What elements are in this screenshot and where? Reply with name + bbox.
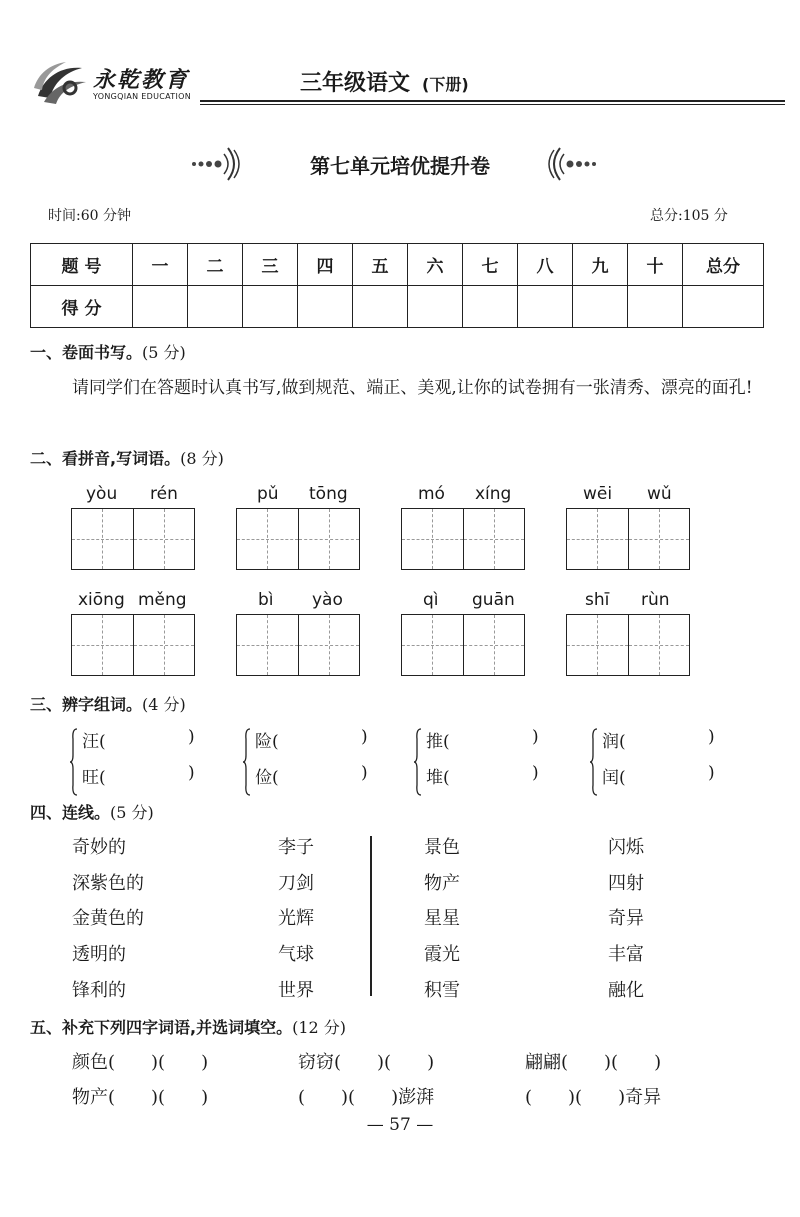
score-table-cell: 题 号 xyxy=(31,244,133,286)
writing-cell[interactable] xyxy=(134,615,195,675)
ornament-right-icon xyxy=(540,144,600,188)
paren-close: ) xyxy=(188,727,195,747)
writing-grid[interactable] xyxy=(401,614,525,676)
char-word-blank[interactable]: 闰( xyxy=(602,768,626,788)
match-item[interactable]: 融化 xyxy=(608,980,644,1001)
score-input-cell[interactable] xyxy=(188,286,243,328)
section-5-title xyxy=(30,1015,346,1038)
section-3-heading: 三、辨字组词。 xyxy=(30,695,143,714)
char-word-blank[interactable]: 推( xyxy=(426,732,450,752)
char-word-blank[interactable]: 汪( xyxy=(82,732,106,752)
writing-cell[interactable] xyxy=(72,615,134,675)
char-pair-group xyxy=(70,727,230,797)
pinyin-label: tōng xyxy=(309,484,348,504)
score-table-cell: 七 xyxy=(463,244,518,286)
score-input-cell[interactable] xyxy=(243,286,298,328)
pinyin-label: rén xyxy=(150,484,178,504)
score-table-cell: 总分 xyxy=(683,244,764,286)
match-item[interactable]: 霞光 xyxy=(424,944,460,965)
writing-cell[interactable] xyxy=(237,509,299,569)
score-input-cell[interactable] xyxy=(353,286,408,328)
writing-grid[interactable] xyxy=(401,508,525,570)
writing-cell[interactable] xyxy=(464,615,525,675)
paper-title: 第七单元培优提升卷 xyxy=(310,154,490,178)
match-item[interactable]: 四射 xyxy=(608,873,644,894)
writing-cell[interactable] xyxy=(567,509,629,569)
score-table-cell: 四 xyxy=(298,244,353,286)
match-item[interactable]: 物产 xyxy=(424,873,460,894)
header-rule xyxy=(200,100,785,102)
subject-title xyxy=(300,66,469,97)
pinyin-label: xiōng xyxy=(78,590,125,610)
writing-grid[interactable] xyxy=(71,614,195,676)
idiom-blank[interactable]: ( )( )奇异 xyxy=(525,1087,662,1108)
section-2-heading: 二、看拼音,写词语。 xyxy=(30,449,181,468)
brace-icon xyxy=(590,727,598,797)
pinyin-label: qì xyxy=(423,590,439,610)
pinyin-label: wēi xyxy=(583,484,613,504)
brand-logo xyxy=(30,58,90,108)
brace-icon xyxy=(243,727,251,797)
writing-cell[interactable] xyxy=(237,615,299,675)
score-input-cell[interactable] xyxy=(408,286,463,328)
pinyin-label: měng xyxy=(138,590,187,610)
pinyin-label: bì xyxy=(258,590,274,610)
writing-grid[interactable] xyxy=(566,508,690,570)
score-table-cell: 三 xyxy=(243,244,298,286)
match-item[interactable]: 星星 xyxy=(424,908,460,929)
score-input-cell[interactable] xyxy=(683,286,764,328)
paren-close: ) xyxy=(532,727,539,747)
score-row-label: 得 分 xyxy=(31,286,133,328)
score-table-cell: 十 xyxy=(628,244,683,286)
paren-close: ) xyxy=(532,763,539,783)
writing-cell[interactable] xyxy=(299,509,360,569)
section-1-instructions: 请同学们在答题时认真书写,做到规范、端正、美观,让你的试卷拥有一张清秀、漂亮的面孔! xyxy=(72,378,753,398)
time-limit: 时间:60 分钟 xyxy=(48,208,131,224)
brace-icon xyxy=(70,727,78,797)
idiom-blank[interactable]: ( )( )澎湃 xyxy=(298,1087,435,1108)
pinyin-label: yòu xyxy=(86,484,118,504)
paren-close: ) xyxy=(361,763,368,783)
section-4-heading: 四、连线。 xyxy=(30,803,111,822)
pinyin-label: wǔ xyxy=(647,484,672,504)
pinyin-label: shī xyxy=(585,590,610,610)
match-item[interactable]: 锋利的 xyxy=(72,980,126,1001)
score-table-cell: 二 xyxy=(188,244,243,286)
writing-grid[interactable] xyxy=(236,508,360,570)
score-input-cell[interactable] xyxy=(518,286,573,328)
score-table xyxy=(30,243,764,328)
match-item[interactable]: 丰富 xyxy=(608,944,644,965)
pinyin-label: mó xyxy=(418,484,445,504)
idiom-blank[interactable]: 颜色( )( ) xyxy=(72,1052,209,1073)
paren-close: ) xyxy=(708,763,715,783)
total-score: 总分:105 分 xyxy=(650,208,728,224)
char-pair-group xyxy=(414,727,574,797)
idiom-blank[interactable]: 窃窃( )( ) xyxy=(298,1052,435,1073)
section-1-title xyxy=(30,340,186,363)
subject-name: 三年级语文 xyxy=(300,71,411,96)
match-item[interactable]: 闪烁 xyxy=(608,837,644,858)
writing-cell[interactable] xyxy=(629,615,690,675)
writing-cell[interactable] xyxy=(402,509,464,569)
section-3-title xyxy=(30,692,186,715)
score-input-cell[interactable] xyxy=(628,286,683,328)
score-table-header-row xyxy=(31,244,764,286)
score-table-cell: 六 xyxy=(408,244,463,286)
section-4-title xyxy=(30,800,154,823)
match-item[interactable]: 金黄色的 xyxy=(72,908,144,929)
char-word-blank[interactable]: 险( xyxy=(255,732,279,752)
score-table-cell: 一 xyxy=(133,244,188,286)
match-item[interactable]: 透明的 xyxy=(72,944,126,965)
match-item[interactable]: 奇妙的 xyxy=(72,837,126,858)
writing-grid[interactable] xyxy=(71,508,195,570)
writing-cell[interactable] xyxy=(299,615,360,675)
pinyin-label: yào xyxy=(312,590,343,610)
score-input-cell[interactable] xyxy=(573,286,628,328)
section-5-heading: 五、补充下列四字词语,并选词填空。 xyxy=(30,1018,293,1037)
match-item[interactable]: 光辉 xyxy=(278,908,314,929)
score-input-cell[interactable] xyxy=(463,286,518,328)
brace-icon xyxy=(414,727,422,797)
section-3-points: (4 分) xyxy=(142,695,186,714)
paren-close: ) xyxy=(361,727,368,747)
pinyin-label: xíng xyxy=(475,484,512,504)
section-1-points: (5 分) xyxy=(142,343,186,362)
char-pair-group xyxy=(590,727,750,797)
match-item[interactable]: 积雪 xyxy=(424,980,460,1001)
section-5-points: (12 分) xyxy=(292,1018,347,1037)
writing-cell[interactable] xyxy=(464,509,525,569)
pinyin-label: rùn xyxy=(641,590,670,610)
match-item[interactable]: 景色 xyxy=(424,837,460,858)
score-table-score-row xyxy=(31,286,764,328)
paren-close: ) xyxy=(188,763,195,783)
char-pair-group xyxy=(243,727,403,797)
paren-close: ) xyxy=(708,727,715,747)
match-item[interactable]: 李子 xyxy=(278,837,314,858)
match-item[interactable]: 世界 xyxy=(278,980,314,1001)
char-word-blank[interactable]: 堆( xyxy=(426,768,450,788)
header-rule-thin xyxy=(200,104,785,105)
writing-grid[interactable] xyxy=(566,614,690,676)
match-item[interactable]: 深紫色的 xyxy=(72,873,144,894)
score-table-cell: 八 xyxy=(518,244,573,286)
score-table-cell: 五 xyxy=(353,244,408,286)
score-input-cell[interactable] xyxy=(298,286,353,328)
match-item[interactable]: 气球 xyxy=(278,944,314,965)
writing-cell[interactable] xyxy=(72,509,134,569)
section-2-title xyxy=(30,446,224,469)
idiom-blank[interactable]: 翩翩( )( ) xyxy=(525,1052,662,1073)
page-number: — 57 — xyxy=(366,1115,434,1135)
brand-name-english: YONGQIAN EDUCATION xyxy=(93,92,192,101)
section-1-heading: 一、卷面书写。 xyxy=(30,343,143,362)
subject-edition: (下册) xyxy=(422,75,469,94)
pinyin-label: pǔ xyxy=(257,484,279,504)
writing-cell[interactable] xyxy=(629,509,690,569)
writing-cell[interactable] xyxy=(567,615,629,675)
score-table-cell: 九 xyxy=(573,244,628,286)
section-2-points: (8 分) xyxy=(180,449,224,468)
char-word-blank[interactable]: 俭( xyxy=(255,768,279,788)
pinyin-label: guān xyxy=(472,590,515,610)
column-divider xyxy=(370,836,372,996)
match-item[interactable]: 奇异 xyxy=(608,908,644,929)
writing-cell[interactable] xyxy=(134,509,195,569)
char-word-blank[interactable]: 润( xyxy=(602,732,626,752)
section-4-points: (5 分) xyxy=(110,803,154,822)
brand-name: 永乾教育 xyxy=(93,67,190,93)
writing-cell[interactable] xyxy=(402,615,464,675)
idiom-blank[interactable]: 物产( )( ) xyxy=(72,1087,209,1108)
char-word-blank[interactable]: 旺( xyxy=(82,768,106,788)
match-item[interactable]: 刀剑 xyxy=(278,873,314,894)
writing-grid[interactable] xyxy=(236,614,360,676)
score-input-cell[interactable] xyxy=(133,286,188,328)
